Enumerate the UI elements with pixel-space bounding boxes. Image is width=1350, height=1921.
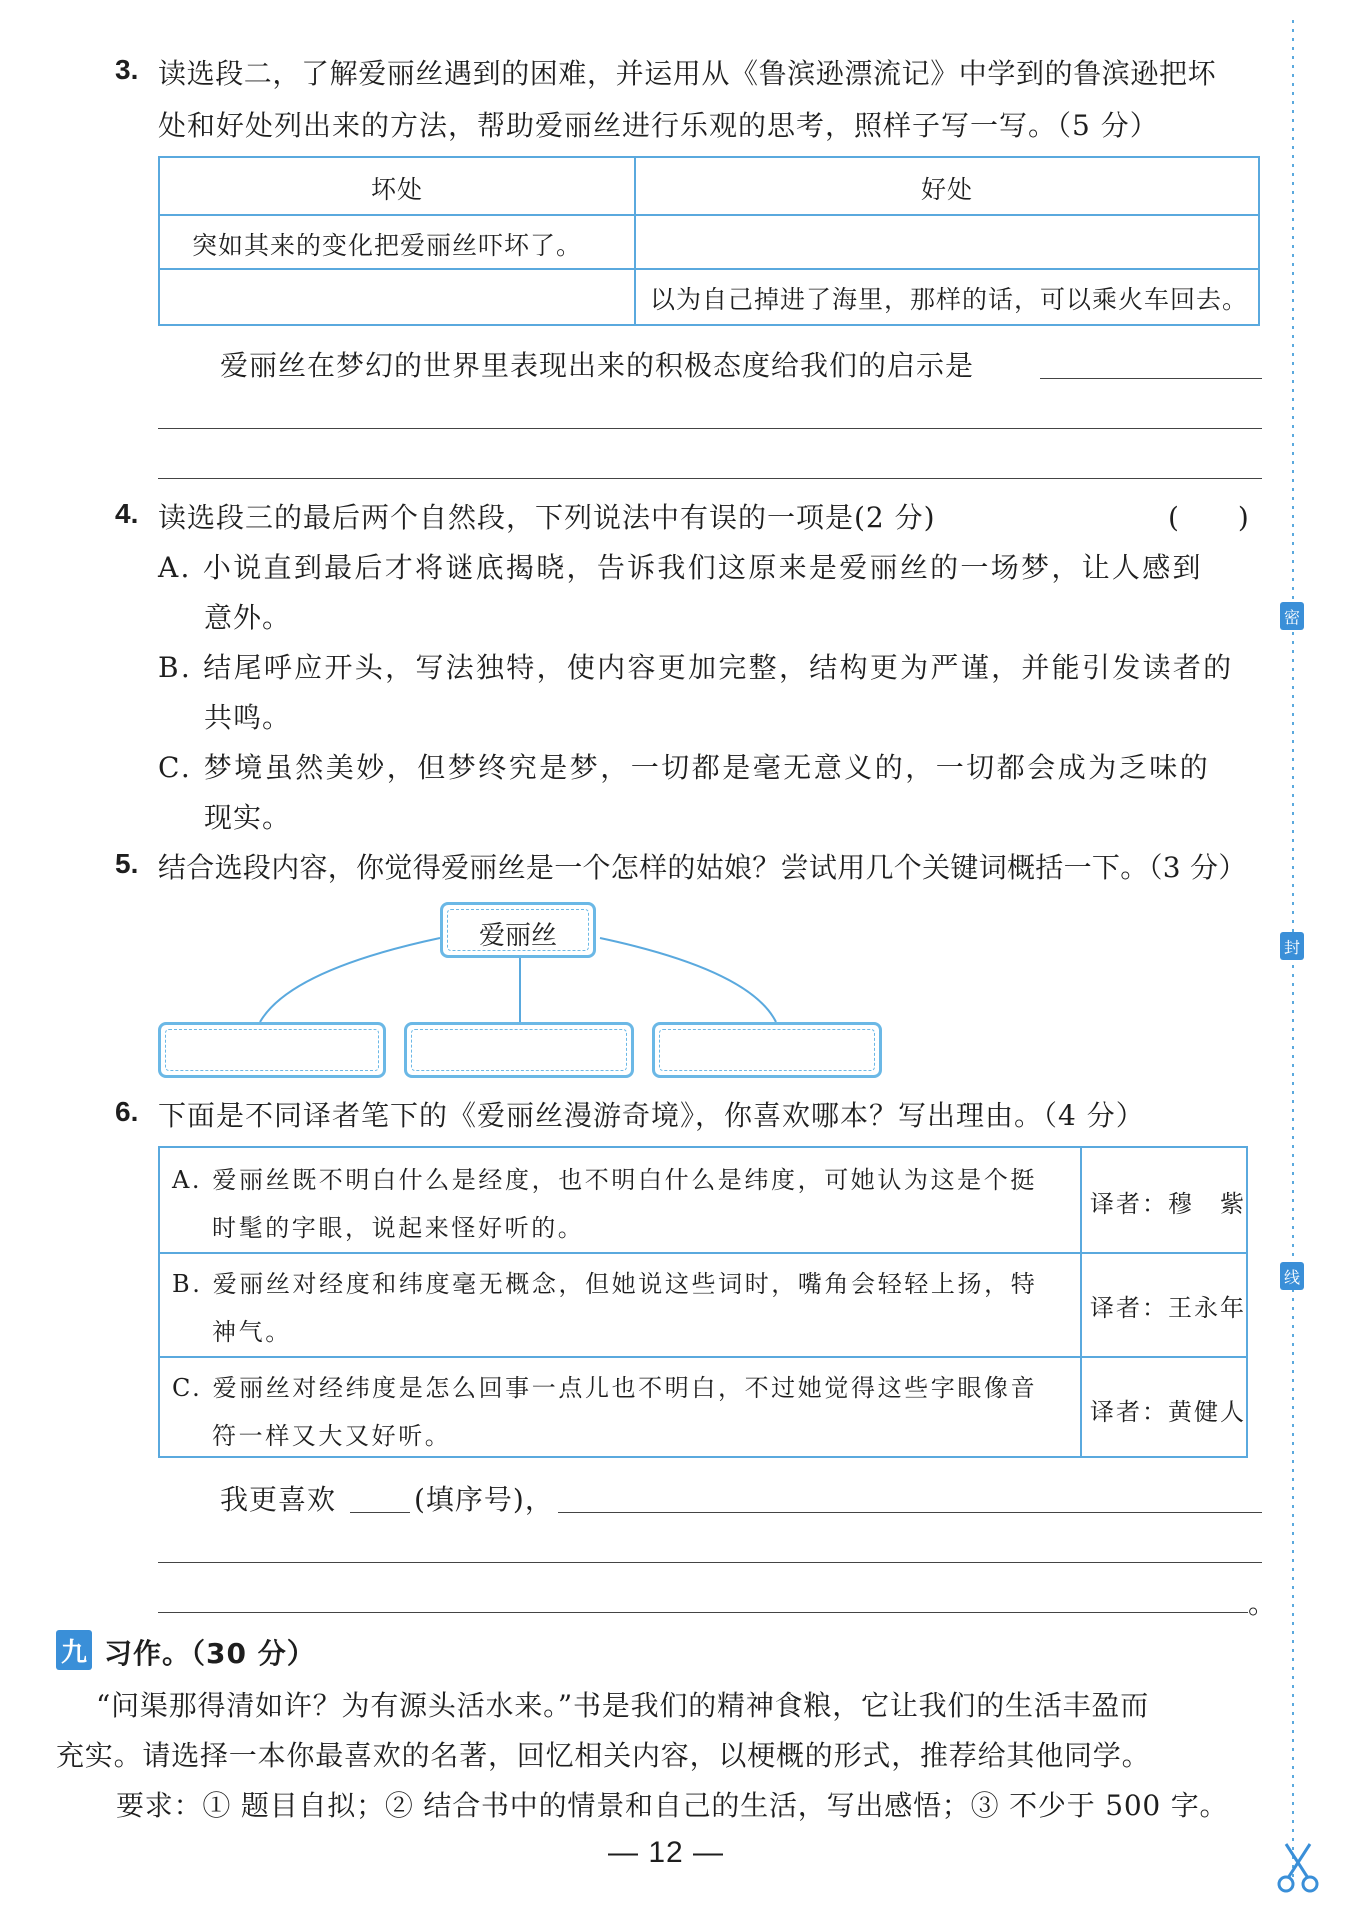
question-3-number: 3. [115,54,139,85]
translator-c: 译者：黄健人 [1090,1398,1246,1426]
table-cell-pros-1[interactable] [636,218,1258,266]
question-4-option-c: C. 梦境虽然美妙，但梦终究是梦，一切都是毫无意义的，一切都会成为乏味的 [158,751,1211,784]
keyword-box-2[interactable] [404,1022,634,1078]
translation-b-line2: 神气。 [212,1318,292,1346]
question-4-option-b-cont: 共鸣。 [204,701,292,734]
translator-b: 译者：王永年 [1090,1294,1246,1322]
translator-a: 译者：穆 紫 [1090,1190,1246,1218]
table-header-cons: 坏处 [370,175,423,204]
section-nine-title: 习作。（30 分） [104,1637,316,1670]
side-tab-mi: 密 [1280,602,1304,630]
question-4-option-b: B. 结尾呼应开头，写法独特，使内容更加完整，结构更为严谨，并能引发读者的 [158,651,1234,684]
section-nine-requirements: 要求：① 题目自拟；② 结合书中的情景和自己的生活，写出感悟；③ 不少于 500 字。 [116,1789,1229,1822]
keyword-box-1[interactable] [158,1022,386,1078]
question-3-stem-line2: 处和好处列出来的方法，帮助爱丽丝进行乐观的思考，照样子写一写。（5 分） [158,109,1159,142]
answer-period: 。 [1248,1587,1278,1620]
binding-dotted-line [1275,0,1315,1921]
table-divider [1080,1148,1082,1456]
question-3-stem-line1: 读选段二，了解爱丽丝遇到的困难，并运用从《鲁滨逊漂流记》中学到的鲁滨逊把坏 [158,57,1217,90]
section-nine-badge: 九 [56,1630,92,1670]
answer-line[interactable] [1040,378,1262,379]
preference-prompt: 我更喜欢 [220,1483,337,1516]
question-4-option-c-cont: 现实。 [204,801,292,834]
section-nine-para1-line1: “问渠那得清如许？为有源头活水来。”书是我们的精神食粮，它让我们的生活丰盈而 [96,1689,1150,1722]
page-number: — 12 — [608,1836,725,1869]
question-4-number: 4. [115,498,139,529]
table-cell-cons-1: 突如其来的变化把爱丽丝吓坏了。 [192,231,583,260]
table-divider [160,1356,1246,1358]
answer-line[interactable] [158,478,1262,479]
question-5-stem: 结合选段内容，你觉得爱丽丝是一个怎样的姑娘？尝试用几个关键词概括一下。（3 分） [158,851,1247,884]
translation-b-line1: B. 爱丽丝对经度和纬度毫无概念，但她说这些词时，嘴角会轻轻上扬，特 [172,1270,1038,1298]
question-5-number: 5. [115,848,139,879]
table-cell-pros-2: 以为自己掉进了海里，那样的话，可以乘火车回去。 [650,285,1249,314]
question-3-prompt: 爱丽丝在梦幻的世界里表现出来的积极态度给我们的启示是 [220,349,975,382]
table-header-pros: 好处 [920,175,973,204]
pros-cons-table [158,156,1260,326]
question-4-stem: 读选段三的最后两个自然段，下列说法中有误的一项是(2 分) [158,501,936,534]
preference-hint: (填序号)， [414,1483,554,1516]
translations-table [158,1146,1248,1458]
translation-a-line2: 时髦的字眼，说起来怪好听的。 [212,1214,585,1242]
table-divider [160,268,1258,270]
keyword-box-3[interactable] [652,1022,882,1078]
table-divider [160,214,1258,216]
answer-line[interactable] [158,1562,1262,1563]
side-tab-feng: 封 [1280,932,1304,960]
translation-c-line2: 符一样又大又好听。 [212,1422,452,1450]
answer-line[interactable] [158,428,1262,429]
question-4-option-a-cont: 意外。 [204,601,292,634]
side-tab-xian: 线 [1280,1262,1304,1290]
question-4-option-a: A. 小说直到最后才将谜底揭晓，告诉我们这原来是爱丽丝的一场梦，让人感到 [158,551,1203,584]
mind-map-center-node [440,902,596,958]
table-cell-cons-2[interactable] [160,272,634,322]
section-nine-para1-line2: 充实。请选择一本你最喜欢的名著，回忆相关内容，以梗概的形式，推荐给其他同学。 [56,1739,1151,1772]
preference-number-blank[interactable] [350,1512,410,1513]
question-6-stem: 下面是不同译者笔下的《爱丽丝漫游奇境》，你喜欢哪本？写出理由。（4 分） [158,1099,1145,1132]
answer-parentheses[interactable]: ( ) [1168,501,1250,534]
table-divider [160,1252,1246,1254]
answer-line[interactable] [558,1512,1262,1513]
translation-a-line1: A. 爱丽丝既不明白什么是经度，也不明白什么是纬度，可她认为这是个挺 [172,1166,1037,1194]
question-6-number: 6. [115,1096,139,1127]
translation-c-line1: C. 爱丽丝对经纬度是怎么回事一点儿也不明白，不过她觉得这些字眼像音 [172,1374,1038,1402]
scissors-icon [1276,1840,1320,1896]
answer-line[interactable] [158,1612,1248,1613]
mind-map-center-label: 爱丽丝 [478,921,557,951]
